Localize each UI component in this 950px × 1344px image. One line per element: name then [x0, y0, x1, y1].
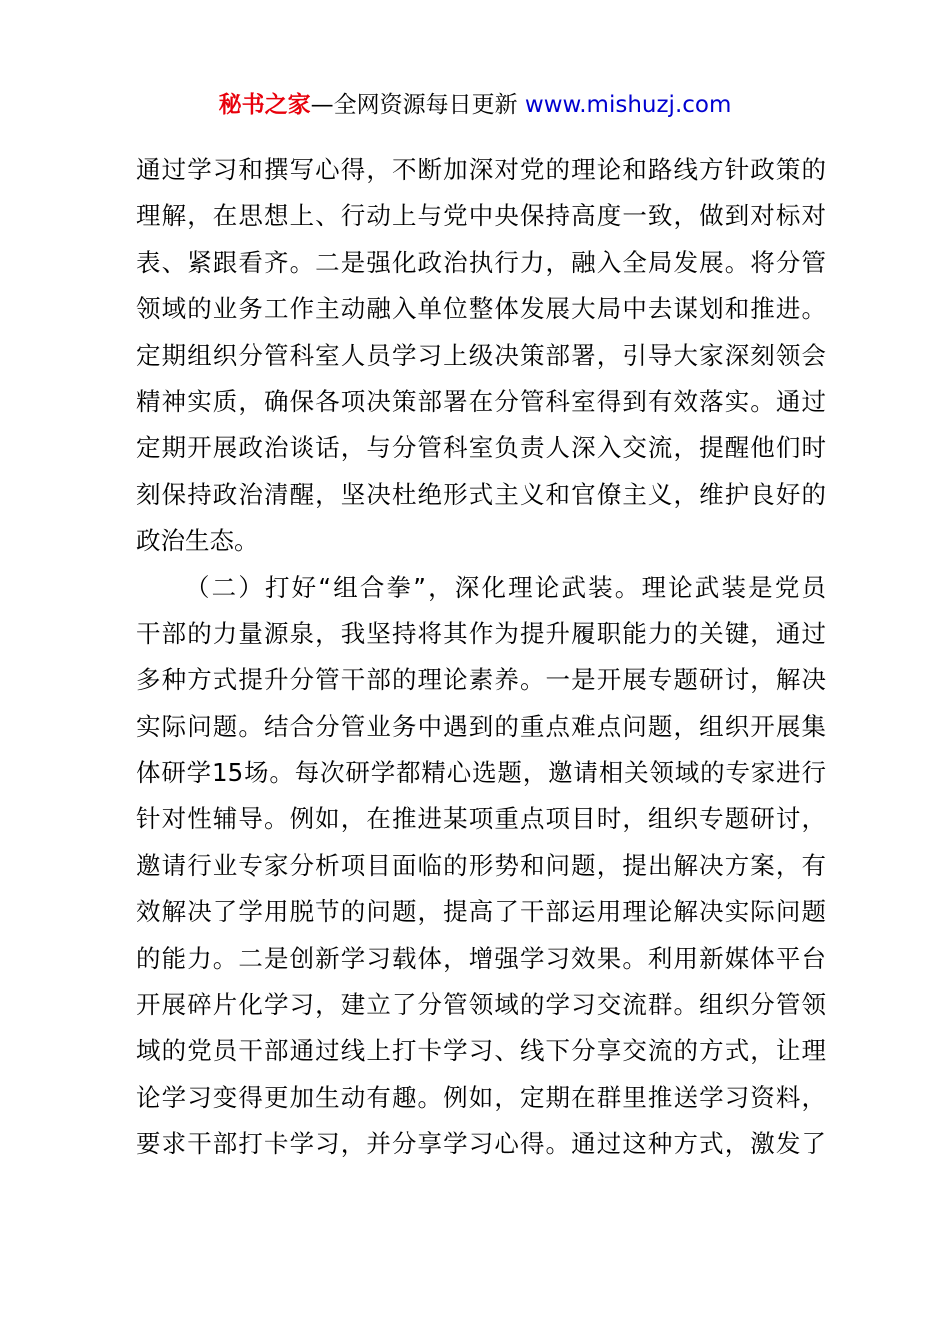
text-line: 实际问题。结合分管业务中遇到的重点难点问题，组织开展集 — [136, 711, 826, 741]
text-line: 针对性辅导。例如，在推进某项重点项目时，组织专题研讨， — [136, 804, 826, 834]
document-body — [136, 147, 826, 1168]
text-line: 刻保持政治清醒，坚决杜绝形式主义和官僚主义，维护良好的 — [136, 479, 826, 509]
text-line: 效解决了学用脱节的问题，提高了干部运用理论解决实际问题 — [136, 897, 826, 927]
text-line: 精神实质，确保各项决策部署在分管科室得到有效落实。通过 — [136, 386, 826, 416]
text-line: 的能力。二是创新学习载体，增强学习效果。利用新媒体平台 — [136, 943, 826, 973]
text-line: 定期组织分管科室人员学习上级决策部署，引导大家深刻领会 — [136, 340, 826, 370]
text-line: 通过学习和撰写心得，不断加深对党的理论和路线方针政策的 — [136, 155, 826, 184]
site-url-link[interactable]: www.mishuzj.com — [524, 92, 732, 118]
text-line: 领域的业务工作主动融入单位整体发展大局中去谋划和推进。 — [136, 294, 826, 324]
site-header — [0, 88, 950, 122]
text-line: 邀请行业专家分析项目面临的形势和问题，提出解决方案，有 — [136, 850, 826, 880]
text-line: 干部的力量源泉，我坚持将其作为提升履职能力的关键，通过 — [136, 618, 826, 648]
header-tagline: —全网资源每日更新 — [310, 92, 525, 118]
text-line: 政治生态。 — [136, 526, 259, 556]
text-line: 域的党员干部通过线上打卡学习、线下分享交流的方式，让理 — [136, 1036, 826, 1066]
text-line: 理解，在思想上、行动上与党中央保持高度一致，做到对标对 — [136, 201, 826, 231]
section-heading-line: （二）打好“组合拳”，深化理论武装。理论武装是党员 — [185, 572, 826, 602]
text-line: 多种方式提升分管干部的理论素养。一是开展专题研讨，解决 — [136, 665, 826, 695]
text-line: 要求干部打卡学习，并分享学习心得。通过这种方式，激发了 — [136, 1129, 826, 1159]
text-line: 表、紧跟看齐。二是强化政治执行力，融入全局发展。将分管 — [136, 247, 826, 277]
text-line: 论学习变得更加生动有趣。例如，定期在群里推送学习资料， — [136, 1082, 826, 1112]
brand-name: 秘书之家 — [218, 92, 311, 118]
text-line: 体研学15场。每次研学都精心选题，邀请相关领域的专家进行 — [136, 758, 826, 788]
text-line: 开展碎片化学习，建立了分管领域的学习交流群。组织分管领 — [136, 990, 826, 1020]
text-line: 定期开展政治谈话，与分管科室负责人深入交流，提醒他们时 — [136, 433, 826, 463]
